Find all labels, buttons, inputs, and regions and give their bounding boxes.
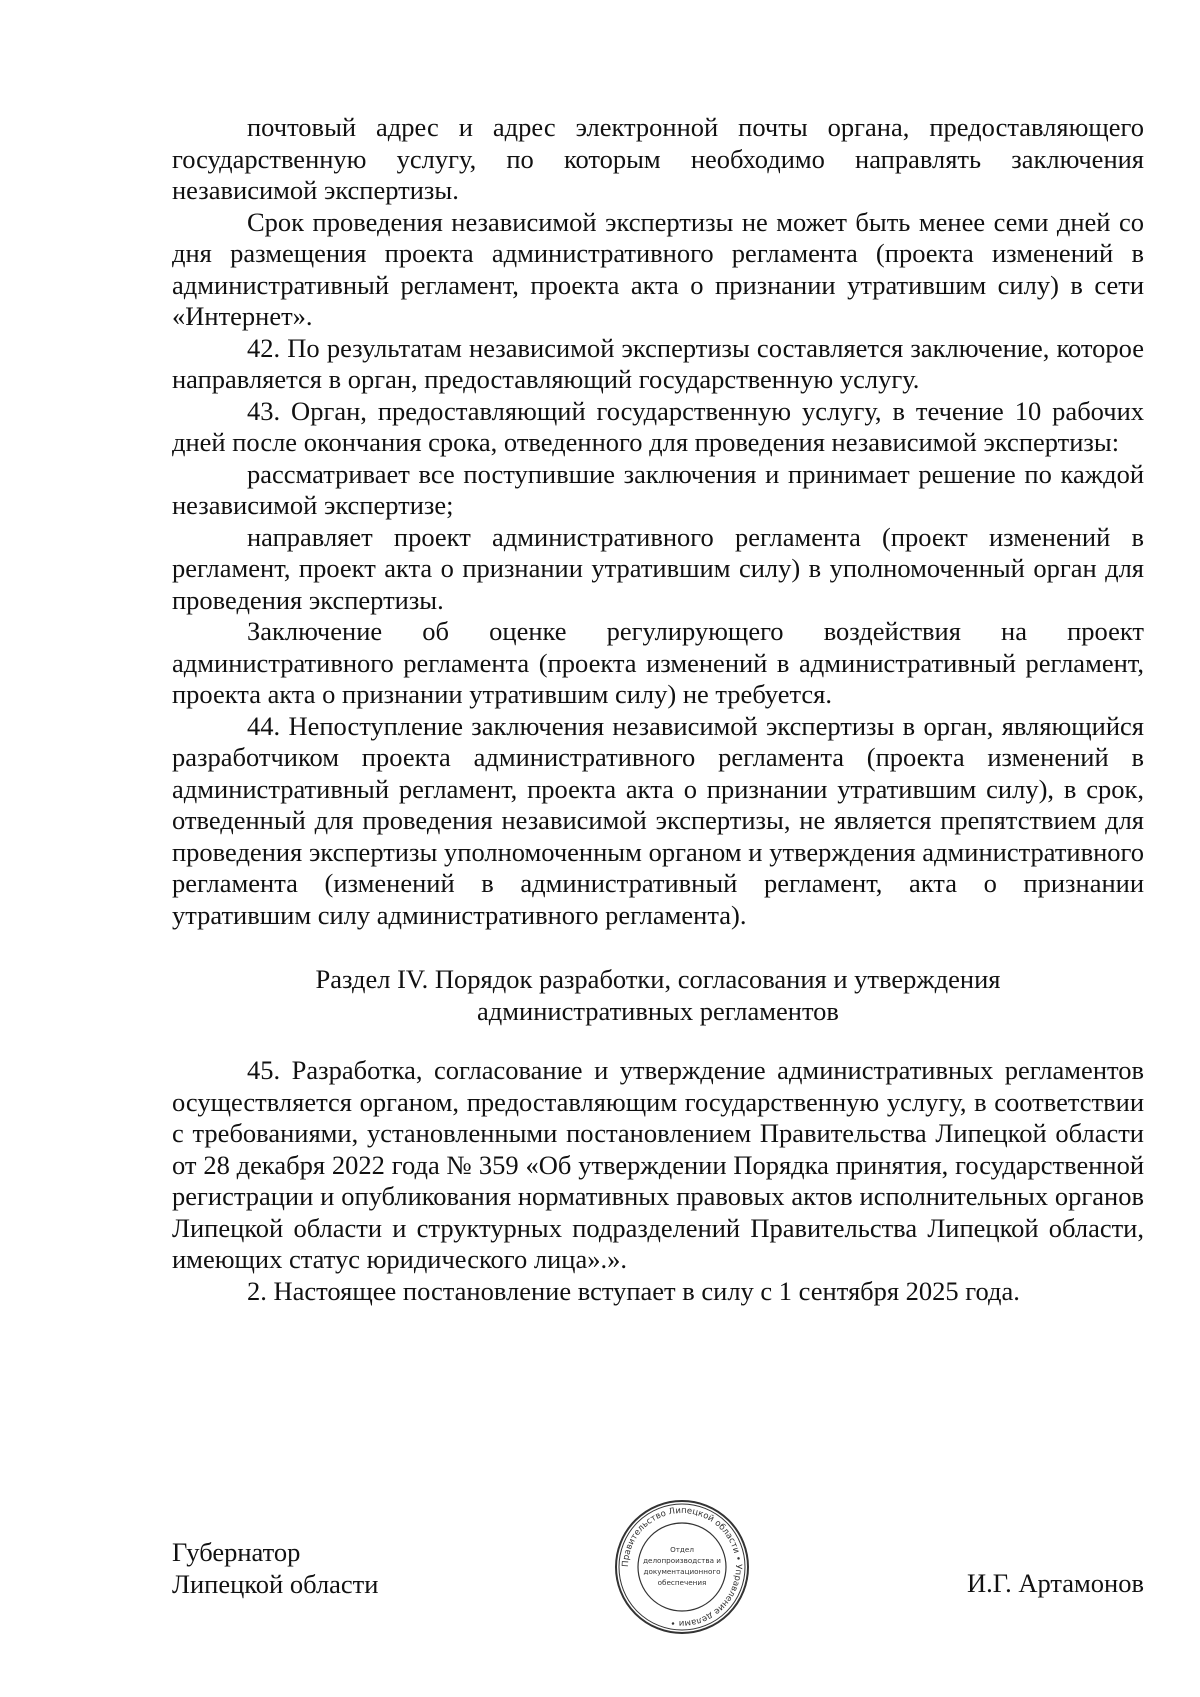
paragraph: Заключение об оценке регулирующего воздействия на проект административного регламента (проекта изменений в административный регламент, проекта акта о признании утратившим силу) не требуется.	[172, 616, 1144, 709]
paragraph: направляет проект административного регламента (проект изменений в регламент, проект акта о признании утратившим силу) в уполномоченный орган для проведения экспертизы.	[172, 521, 1144, 615]
paragraph: 2. Настоящее постановление вступает в силу с 1 сентября 2025 года.	[247, 1275, 1020, 1306]
signatory-position	[172, 1537, 378, 1600]
seal-inner-text: обеспечения	[657, 1578, 707, 1587]
paragraph: Срок проведения независимой экспертизы не может быть менее семи дней со дня размещения проекта административного регламента (проекта изменений в административный регламент, проекта акта о признании утратившим силу) в сети «Интернет».	[172, 206, 1144, 331]
section-heading	[172, 964, 1144, 1027]
paragraph: рассматривает все поступившие заключения и принимает решение по каждой независимой экспертизе;	[172, 458, 1144, 520]
seal-inner-text: документационного	[643, 1567, 721, 1576]
signatory-position-line: Липецкой области	[172, 1568, 379, 1599]
seal-outer-text: Правительство Липецкой области • Управление делами •	[620, 1505, 744, 1629]
signatory-name: И.Г. Артамонов	[966, 1568, 1144, 1598]
signatory-position-line: Губернатор	[172, 1537, 301, 1567]
paragraph: почтовый адрес и адрес электронной почты органа, предоставляющего государственную услугу, по которым необходимо направлять заключения независимой экспертизы.	[172, 112, 1144, 205]
paragraph: 44. Непоступление заключения независимой экспертизы в орган, являющийся разработчиком проекта административного регламента (проекта изменений в административный регламент, проекта акта о признании утратившим силу), в срок, отведенный для проведения независимой экспертизы, не является препятствием для проведения экспертизы уполномоченным органом и утверждения административного регламента (изменений в административный регламент, акта о признании утратившим силу административного регламента).	[172, 710, 1144, 930]
document-body	[172, 112, 1144, 1307]
section-heading-line: Раздел IV. Порядок разработки, согласования и утверждения	[315, 964, 1001, 994]
seal-inner-text: делопроизводства и	[643, 1556, 721, 1565]
section-heading-line: административных регламентов	[477, 995, 839, 1026]
signature-block	[172, 1537, 1144, 1617]
paragraph: 43. Орган, предоставляющий государственную услугу, в течение 10 рабочих дней после окончания срока, отведенного для проведения независимой экспертизы:	[172, 395, 1144, 457]
paragraph: 45. Разработка, согласование и утверждение административных регламентов осуществляется органом, предоставляющим государственную услугу, в соответствии с требованиями, установленными постановлением Правительства Липецкой области от 28 декабря 2022 года № 359 «Об утверждении Порядка принятия, государственной регистрации и опубликования нормативных правовых актов исполнительных органов Липецкой области и структурных подразделений Правительства Липецкой области, имеющих статус юридического лица».».	[172, 1055, 1144, 1274]
paragraph: 42. По результатам независимой экспертизы составляется заключение, которое направляется в орган, предоставляющий государственную услугу.	[172, 332, 1144, 394]
seal-inner-text: Отдел	[670, 1545, 694, 1554]
